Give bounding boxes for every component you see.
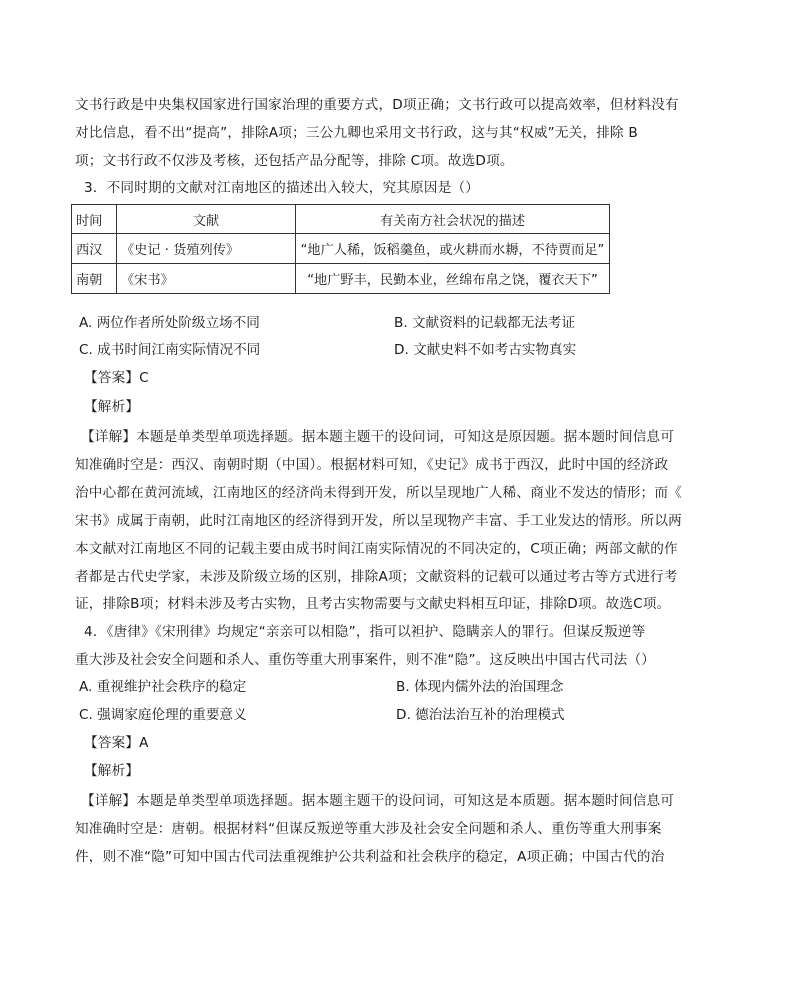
table-cell: “地广人稀，饭稻羹鱼，或火耕而水耨，不待贾而足”: [296, 234, 610, 264]
q3-analysis-label: 【解析】: [84, 399, 140, 415]
q4-detail-line-2: 知准确时空是：唐朝。根据材料“但谋反叛逆等重大涉及社会安全问题和杀人、重伤等重大刑事案: [75, 821, 662, 837]
q3-stem: 3．不同时期的文献对江南地区的描述出入较大，究其原因是（）: [84, 180, 480, 196]
table-header-cell: 时间: [72, 205, 117, 234]
table-cell: 西汉: [72, 234, 117, 264]
q4-option-d: D. 德治法治互补的治理模式: [396, 707, 565, 723]
q4-stem-line-2: 重大涉及社会安全问题和杀人、重伤等重大刑事案件，则不准“隐”。这反映出中国古代司法（）: [75, 652, 656, 668]
table-header-row: [72, 205, 610, 234]
q3-option-d: D. 文献史料不如考古实物真实: [394, 342, 577, 358]
q3-detail-line-5: 本文献对江南地区不同的记载主要由成书时间江南实际情况的不同决定的，C项正确；两部文献的作: [75, 541, 678, 557]
table-cell: 《史记 · 货殖列传》: [117, 234, 296, 264]
q4-analysis-label: 【解析】: [84, 763, 140, 779]
q4-answer: 【答案】A: [84, 735, 149, 751]
q3-detail-line-7: 证，排除B项；材料未涉及考古实物，且考古实物需要与文献史料相互印证，排除D项。故选C项。: [75, 596, 671, 612]
intro-line-2: 对比信息，看不出“提高”，排除A项；三公九卿也采用文书行政，这与其“权威”无关，排除 B: [75, 125, 638, 141]
q4-detail-line-3: 件，则不准“隐”可知中国古代司法重视维护公共利益和社会秩序的稳定，A项正确；中国古代的治: [75, 849, 665, 865]
table-cell: “地广野丰，民勤本业，丝绵布帛之饶，覆衣天下”: [296, 264, 610, 294]
intro-line-3: 项；文书行政不仅涉及考核，还包括产品分配等，排除 C项。故选D项。: [75, 153, 514, 169]
table-header-cell: 文献: [117, 205, 296, 234]
q3-detail-line-3: 治中心都在黄河流域，江南地区的经济尚未得到开发，所以呈现地广人稀、商业不发达的情形；而《: [75, 485, 682, 501]
q3-answer: 【答案】C: [84, 370, 149, 386]
q4-detail-line-1: 【详解】本题是单类型单项选择题。据本题主题干的设问词，可知这是本质题。据本题时间信息可: [81, 793, 675, 809]
q4-stem-line-1: 4．《唐律》《宋刑律》均规定“亲亲可以相隐”，指可以袒护、隐瞒亲人的罪行。但谋反叛逆等: [84, 624, 646, 640]
table-cell: 《宋书》: [117, 264, 296, 294]
q3-option-a: A. 两位作者所处阶级立场不同: [79, 315, 260, 331]
q3-detail-line-6: 者都是古代史学家，未涉及阶级立场的区别，排除A项；文献资料的记载可以通过考古等方式进行考: [75, 569, 678, 585]
q4-option-a: A. 重视维护社会秩序的稳定: [79, 679, 247, 695]
q4-option-b: B. 体现内儒外法的治国理念: [396, 679, 564, 695]
intro-line-1: 文书行政是中央集权国家进行国家治理的重要方式，D项正确；文书行政可以提高效率，但材料没有: [75, 97, 679, 113]
q3-detail-line-1: 【详解】本题是单类型单项选择题。据本题主题干的设问词，可知这是原因题。据本题时间信息可: [81, 429, 675, 445]
table-header-cell: 有关南方社会状况的描述: [296, 205, 610, 234]
table-row: [72, 234, 610, 264]
q3-detail-line-2: 知准确时空是：西汉、南朝时期（中国）。根据材料可知，《史记》成书于西汉，此时中国的经济政: [75, 457, 669, 473]
table-cell: 南朝: [72, 264, 117, 294]
q3-source-table: [71, 204, 610, 294]
q3-option-b: B. 文献资料的记载都无法考证: [394, 315, 576, 331]
q3-option-c: C. 成书时间江南实际情况不同: [79, 342, 261, 358]
table-row: [72, 264, 610, 294]
q4-option-c: C. 强调家庭伦理的重要意义: [79, 707, 247, 723]
q3-detail-line-4: 宋书》成属于南朝，此时江南地区的经济得到开发，所以呈现物产丰富、手工业发达的情形。所以两: [75, 513, 682, 529]
